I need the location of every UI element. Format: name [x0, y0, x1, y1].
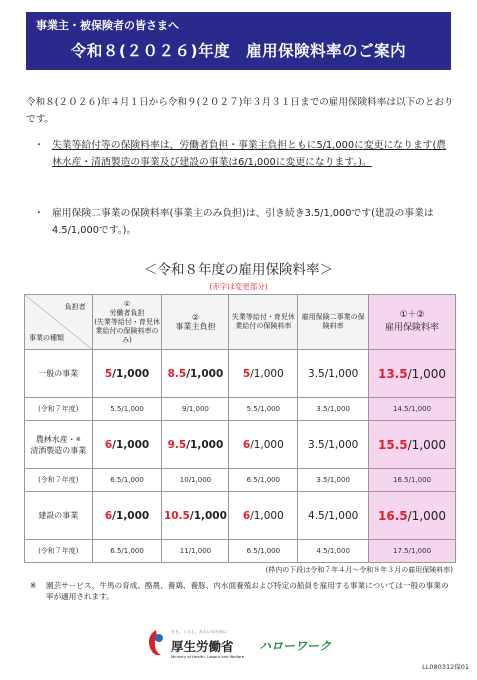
table-row-general-previous [25, 398, 456, 421]
cell-prev: 3.5/1,000 [298, 469, 369, 492]
table-row-general [25, 350, 456, 398]
bullet-mark: ・ [34, 208, 44, 219]
cell-worker: 6/1,000 [92, 492, 162, 540]
cell-prev-total: 14.5/1,000 [369, 398, 456, 421]
cell-worker: 5/1,000 [92, 350, 162, 398]
col-number: ① [123, 299, 131, 308]
cell-prev: 11/1,000 [162, 540, 229, 563]
row-prev-label: (令和７年度) [25, 469, 93, 492]
cell-two-programs: 4.5/1,000 [298, 492, 369, 540]
cell-unemployment: 6/1,000 [229, 421, 298, 469]
cell-unemployment: 6/1,000 [229, 492, 298, 540]
logo-ministry-english: Ministry of Health, Labour and Welfare [171, 654, 245, 659]
cell-prev: 6.5/1,000 [229, 540, 298, 563]
table-row-construction-previous [25, 540, 456, 563]
cell-prev: 5.5/1,000 [229, 398, 298, 421]
cell-prev: 6.5/1,000 [92, 540, 162, 563]
col-title: 雇用保険料率 [385, 323, 440, 333]
col-header-unemployment: 失業等給付・育児休業給付の保険料率 [229, 295, 298, 350]
cell-prev-total: 16.5/1,000 [369, 469, 456, 492]
col-header-two-programs: 雇用保険二事業の保険料率 [298, 295, 369, 350]
footnote-mark: ※ [30, 581, 37, 590]
cell-total: 13.5/1,000 [369, 350, 456, 398]
header-title: 令和８(２０２６)年度 雇用保険料率のご案内 [70, 42, 407, 60]
cell-worker: 6/1,000 [92, 421, 162, 469]
table-row-construction [25, 492, 456, 540]
cell-prev: 6.5/1,000 [92, 469, 162, 492]
cell-prev-total: 17.5/1,000 [369, 540, 456, 563]
col-number: ①＋② [399, 310, 425, 320]
logo-slogan: ひと、くらし、みらいのために [171, 629, 227, 634]
col-number: ② [191, 313, 200, 322]
col-header-employer [162, 295, 229, 350]
corner-label-payer: 負担者 [64, 303, 86, 311]
row-prev-label: (令和７年度) [25, 540, 93, 563]
row-category: 農林水産・※ 清酒製造の事業 [25, 421, 93, 469]
table-title: ＜令和８年度の雇用保険料率＞ [144, 262, 333, 278]
row-category: 建設の事業 [25, 492, 93, 540]
table-corner-cell [25, 295, 93, 350]
header-subtitle: 事業主・被保険者の皆さまへ [36, 19, 179, 32]
footnote-text: 園芸サービス、牛馬の育成、酪農、養鶏、養豚、内水面養殖および特定の船員を雇用する事業については一般の事業の率が適用されます。 [46, 581, 449, 601]
ministry-emblem-icon [145, 628, 167, 658]
cell-total: 16.5/1,000 [369, 492, 456, 540]
table-row-agriculture-previous [25, 469, 456, 492]
table-change-note: (赤字は変更部分) [209, 282, 268, 291]
cell-prev: 4.5/1,000 [298, 540, 369, 563]
table-row-agriculture [25, 421, 456, 469]
table-header-row [25, 295, 456, 350]
intro-text: 令和８(２０２６)年４月１日から令和９(２０２７)年３月３１日までの雇用保険料率は以下のとおりです。 [26, 97, 454, 125]
cell-prev: 9/1,000 [162, 398, 229, 421]
logo-hellowork: ハローワーク [259, 639, 332, 653]
document-code: LL080312保01 [422, 663, 469, 671]
cell-employer: 10.5/1,000 [162, 492, 229, 540]
cell-prev: 6.5/1,000 [229, 469, 298, 492]
cell-total: 15.5/1,000 [369, 421, 456, 469]
bullet-text-underlined: 失業等給付等の保険料率は、労働者負担・事業主負担ともに5/1,000に変更になります(農林水産・清酒製造の事業及び建設の事業は6/1,000に変更になります。)。 [52, 140, 447, 168]
cell-employer: 8.5/1,000 [162, 350, 229, 398]
cell-two-programs: 3.5/1,000 [298, 421, 369, 469]
cell-prev: 5.5/1,000 [92, 398, 162, 421]
cell-two-programs: 3.5/1,000 [298, 350, 369, 398]
bullet-item-2 [34, 205, 452, 239]
header-banner [26, 12, 451, 70]
logo-ministry-name: 厚生労働省 [171, 639, 234, 654]
cell-prev: 10/1,000 [162, 469, 229, 492]
corner-label-business: 事業の種類 [29, 334, 64, 342]
bullet-mark: ・ [34, 140, 44, 151]
bullet-text: 雇用保険二事業の保険料率(事業主のみ負担)は、引き続き3.5/1,000です(建設の事業は4.5/1,000です。)。 [52, 208, 434, 236]
bullet-item-1 [34, 137, 452, 171]
col-title: 事業主負担 [175, 322, 216, 331]
row-category: 一般の事業 [25, 350, 93, 398]
col-subtitle: (失業等給付・育児休業給付の保険料率のみ) [94, 317, 160, 344]
cell-employer: 9.5/1,000 [162, 421, 229, 469]
rates-table [24, 294, 456, 563]
col-header-total [369, 295, 456, 350]
col-title: 労働者負担 [109, 308, 145, 317]
footnote [30, 580, 454, 602]
cell-prev: 3.5/1,000 [298, 398, 369, 421]
cell-unemployment: 5/1,000 [229, 350, 298, 398]
footnote-period: (枠内の下段は令和７年４月～令和８年３月の雇用保険料率) [265, 566, 453, 574]
col-header-worker [92, 295, 162, 350]
row-prev-label: (令和７年度) [25, 398, 93, 421]
